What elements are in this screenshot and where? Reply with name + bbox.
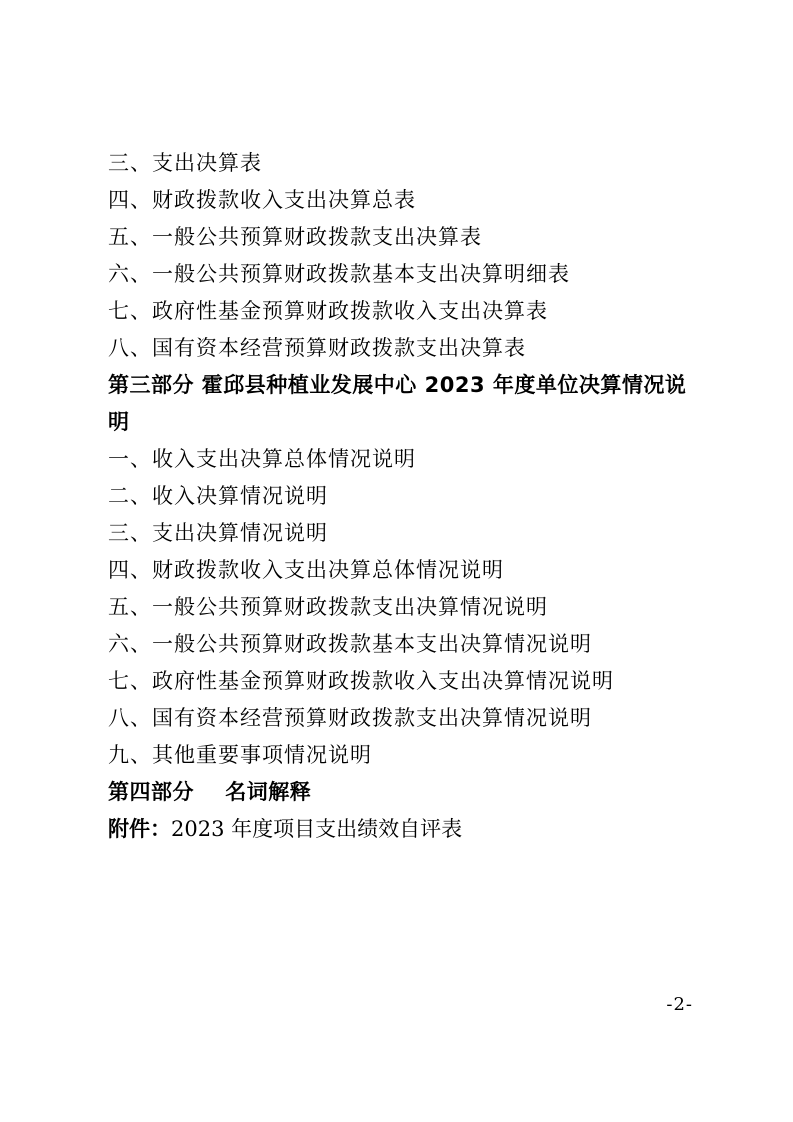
toc-item-expenditure-explanation: 三、支出决算情况说明: [108, 521, 328, 545]
part4-heading: 第四部分 名词解释: [108, 780, 312, 804]
toc-item-state-capital-explanation: 八、国有资本经营预算财政拨款支出决算情况说明: [108, 706, 592, 730]
attachment-text: 2023 年度项目支出绩效自评表: [171, 817, 463, 841]
toc-item-state-capital-table: 八、国有资本经营预算财政拨款支出决算表: [108, 336, 526, 360]
table-of-contents: [108, 145, 708, 848]
toc-item-general-budget-basic-expenditure-detail-table: 六、一般公共预算财政拨款基本支出决算明细表: [108, 262, 570, 286]
toc-item-income-explanation: 二、收入决算情况说明: [108, 484, 328, 508]
toc-item-government-fund-explanation: 七、政府性基金预算财政拨款收入支出决算情况说明: [108, 669, 614, 693]
toc-item-general-budget-expenditure-table: 五、一般公共预算财政拨款支出决算表: [108, 225, 482, 249]
toc-item-fiscal-allocation-summary-table: 四、财政拨款收入支出决算总表: [108, 188, 416, 212]
attachment-line: [108, 811, 708, 848]
toc-item-income-expenditure-overview: 一、收入支出决算总体情况说明: [108, 447, 416, 471]
attachment-label: 附件：: [108, 817, 171, 841]
toc-item-other-matters: 九、其他重要事项情况说明: [108, 743, 372, 767]
toc-item-expenditure-table: 三、支出决算表: [108, 151, 262, 175]
toc-item-general-budget-expenditure-explanation: 五、一般公共预算财政拨款支出决算情况说明: [108, 595, 548, 619]
part3-heading: 第三部分 霍邱县种植业发展中心 2023 年度单位决算情况说明: [108, 373, 687, 434]
toc-item-general-budget-basic-expenditure-explanation: 六、一般公共预算财政拨款基本支出决算情况说明: [108, 632, 592, 656]
toc-item-government-fund-table: 七、政府性基金预算财政拨款收入支出决算表: [108, 299, 548, 323]
toc-item-fiscal-allocation-overview: 四、财政拨款收入支出决算总体情况说明: [108, 558, 504, 582]
page-number: -2-: [666, 994, 693, 1015]
